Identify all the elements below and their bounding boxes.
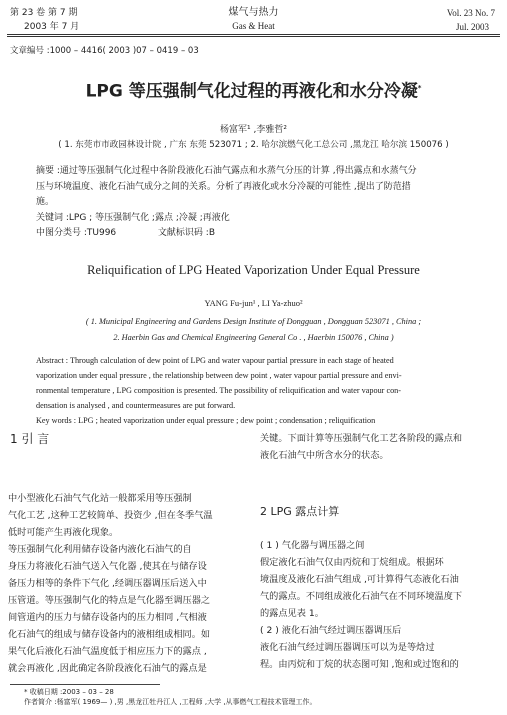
body-line: 假定液化石油气仅由丙烷和丁烷组成。根据环 — [260, 557, 444, 568]
clc-number: 中图分类号 :TU996 — [36, 228, 117, 238]
affiliation-en — [0, 314, 507, 346]
title-mark: * — [417, 84, 422, 92]
header-rule-2 — [7, 36, 500, 37]
body-line: 气化工艺 ,这种工艺较简单、投资少 ,但在冬季气温 — [8, 510, 213, 521]
body-line: 关键。下面计算等压强制气化工艺各阶段的露点和 — [260, 433, 463, 444]
body-line: 低时可能产生再液化现象。 — [8, 527, 119, 538]
right-column-top — [260, 430, 500, 464]
header-journal-cn: 煤气与热力 — [228, 7, 279, 18]
body-line: 液化石油气经过调压器调压可以为是等焓过 — [260, 642, 435, 653]
authors-cn: 杨富军¹ ,李雅哲² — [220, 125, 287, 135]
title-en: Reliquification of LPG Heated Vaporization Under Equal Pressure — [87, 263, 420, 277]
section-2-title: 2 LPG 露点计算 — [260, 505, 340, 518]
affiliation-en-line: ( 1. Municipal Engineering and Gardens Design Institute of Dongguan , Dongguan 523071 , China ; — [85, 317, 422, 326]
body-line: 就会再液化 ,因此确定各阶段液化石油气的露点是 — [8, 663, 207, 674]
abstract-cn-line: 施。 — [36, 197, 55, 207]
body-line: 压管道。等压强制气化的特点是气化器至调压器之 — [8, 595, 211, 606]
section-1-title: 1 引 言 — [10, 432, 50, 446]
footnote-rule — [10, 684, 160, 685]
body-line: 液化石油气中所含水分的状态。 — [260, 450, 389, 461]
classification-row — [36, 226, 476, 242]
footnote — [24, 688, 317, 707]
abstract-en-line: densation is analysed , and countermeasures are put forward. — [36, 401, 236, 410]
body-line: 果气化后液化石油气温度低于相应压力下的露点 , — [8, 646, 207, 657]
abstract-en-line: ronmental temperature , LPG composition is presented. The possibility of reliquification and water vapour con- — [36, 386, 402, 395]
body-line: 等压强制气化利用储存设备内液化石油气的自 — [8, 544, 192, 555]
left-column — [8, 490, 250, 677]
authors-en: YANG Fu-jun¹ , LI Ya-zhuo² — [204, 298, 303, 308]
header-date-cn: 2003 年 7 月 — [24, 22, 80, 32]
right-column-bottom — [260, 537, 500, 673]
keywords-en: Key words : LPG ; heated vaporization under equal pressure ; dew point ; condensation ; reliquification — [36, 416, 376, 425]
title-cn — [0, 77, 507, 103]
affiliation-cn: ( 1. 东莞市市政园林设计院 , 广东 东莞 523071 ; 2. 哈尔滨燃气化工总公司 ,黑龙江 哈尔滨 150076 ) — [58, 140, 449, 150]
abstract-cn — [36, 164, 476, 242]
footnote-line: 作者简介 :杨富军( 1969— ) ,男 ,黑龙江牡丹江人 ,工程师 ,大学 ,从事燃气工程技术管理工作。 — [24, 697, 317, 706]
header-issue-cn: 第 23 卷 第 7 期 — [10, 8, 78, 18]
body-line: 备压力相等的条件下气化 ,经调压器调压后送入中 — [8, 578, 207, 589]
body-line: 身压力将液化石油气送入气化器 ,使其在与储存设 — [8, 561, 207, 572]
abstract-en — [36, 353, 480, 428]
affiliation-en-line: 2. Haerbin Gas and Chemical Engineering General Co . , Haerbin 150076 , China ) — [113, 333, 394, 342]
body-line: 中小型液化石油气气化站一般都采用等压强制 — [8, 493, 192, 504]
header-journal-en: Gas & Heat — [232, 21, 275, 31]
body-line: 间管道内的压力与储存设备内的压力相同 ,气相液 — [8, 612, 207, 623]
body-line: 程。由丙烷和丁烷的状态图可知 ,饱和或过饱和的 — [260, 659, 459, 670]
abstract-en-line: Abstract : Through calculation of dew point of LPG and water vapour partial pressure in each stage of heated — [36, 356, 394, 365]
body-line: 气的露点。不同组成液化石油气在不同环境温度下 — [260, 591, 463, 602]
title-cn-text: LPG 等压强制气化过程的再液化和水分冷凝 — [85, 81, 418, 102]
header-issue-en: Vol. 23 No. 7 — [446, 8, 495, 18]
article-number: 文章编号 :1000 – 4416( 2003 )07 – 0419 – 03 — [10, 46, 199, 56]
keywords-cn: 关键词 :LPG ; 等压强制气化 ;露点 ;冷凝 ;再液化 — [36, 212, 230, 223]
abstract-cn-line: 摘要 :通过等压强制气化过程中各阶段液化石油气露点和水蒸气分压的计算 ,得出露点和水蒸气分 — [36, 166, 417, 176]
body-line: 的露点见表 1。 — [260, 608, 324, 619]
body-line: 境温度及液化石油气组成 ,可计算得气态液化石油 — [260, 574, 459, 585]
header-date-en: Jul. 2003 — [455, 22, 489, 32]
header-rule — [7, 34, 500, 35]
body-line: 化石油气的组成与储存设备内的液相组成相同。如 — [8, 629, 211, 640]
footnote-line: * 收稿日期 :2003 – 03 – 28 — [24, 688, 114, 696]
body-line: ( 2 ) 液化石油气经过调压器调压后 — [260, 625, 402, 636]
body-line: ( 1 ) 气化器与调压器之间 — [260, 540, 365, 551]
document-code: 文献标识码 :B — [157, 228, 215, 238]
abstract-cn-line: 压与环境温度、液化石油气成分之间的关系。分析了再液化或水分冷凝的可能性 ,提出了防范措 — [36, 181, 411, 192]
abstract-en-line: vaporization under equal pressure , the relationship between dew point , water vapour partial pressure and envi- — [36, 371, 402, 380]
